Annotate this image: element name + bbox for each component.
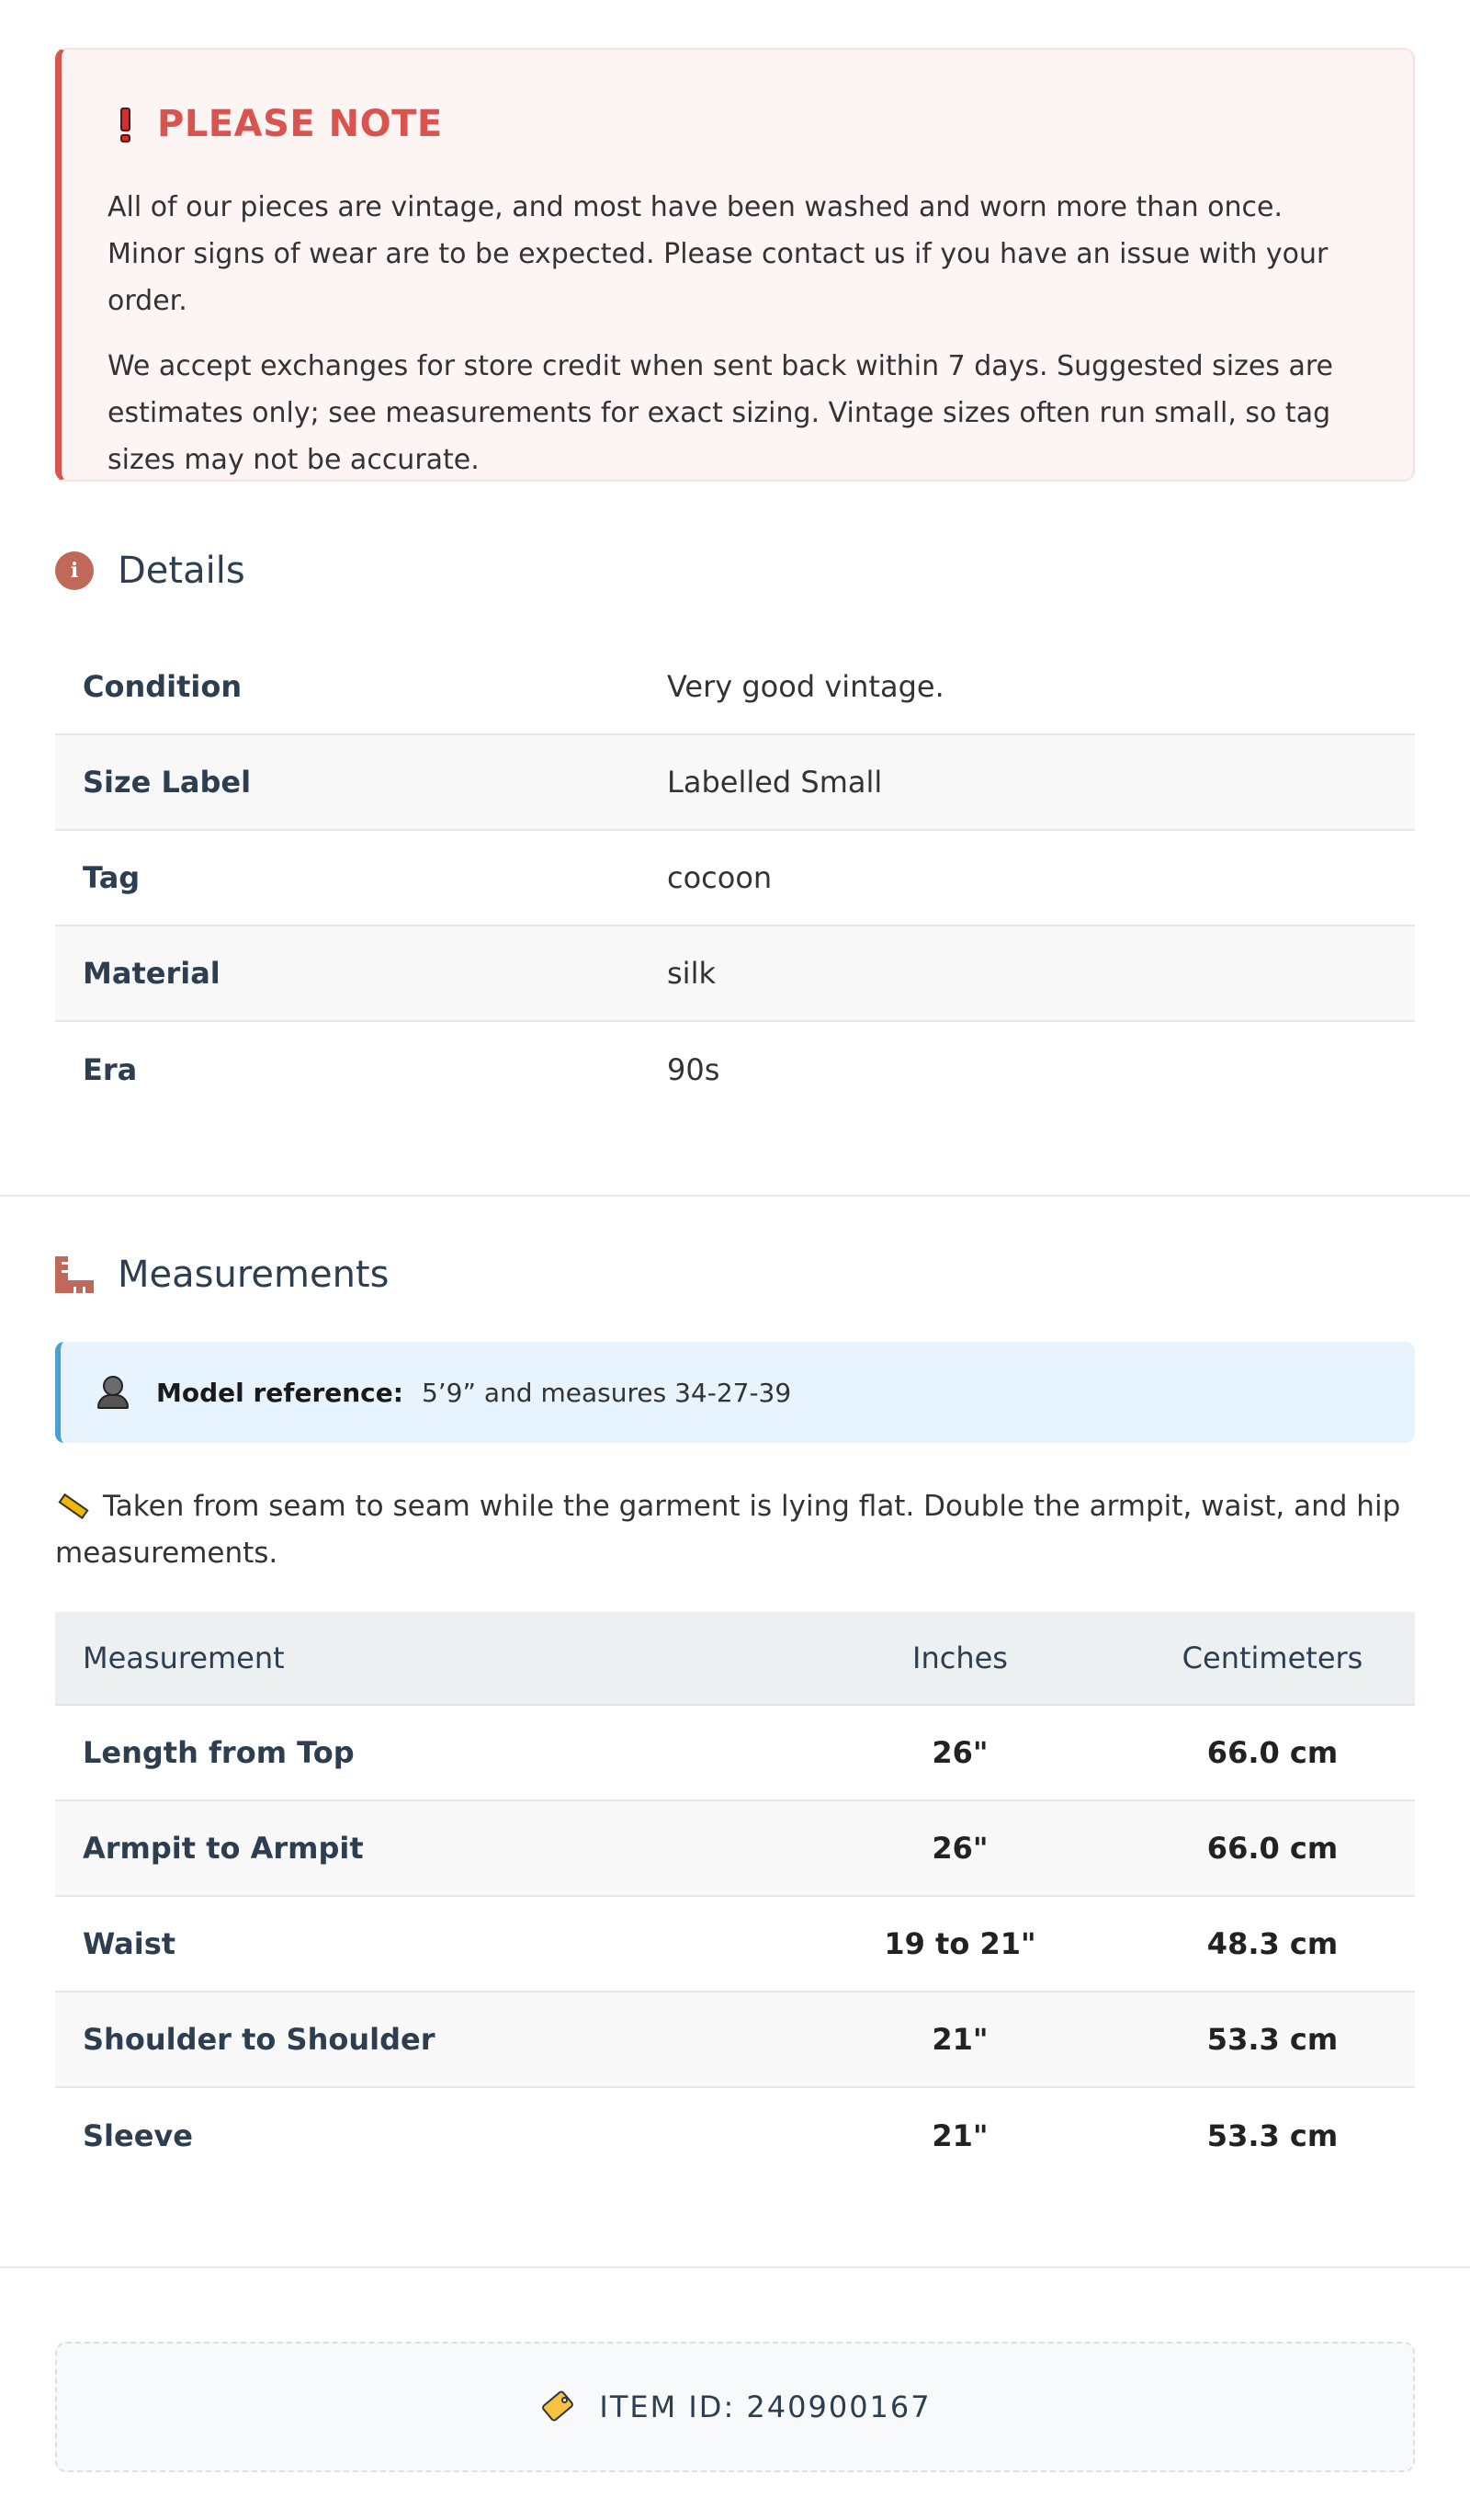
details-value: silk xyxy=(667,956,716,991)
table-row xyxy=(55,1992,1415,2088)
details-table xyxy=(55,640,1415,1118)
measurement-inches: 19 to 21" xyxy=(884,1926,1036,1961)
column-header-inches: Inches xyxy=(912,1640,1008,1675)
measurement-name: Length from Top xyxy=(83,1735,355,1770)
measurement-inches: 26" xyxy=(932,1831,989,1866)
measurement-cm: 48.3 cm xyxy=(1206,1926,1339,1961)
model-reference-box xyxy=(55,1342,1415,1443)
details-heading xyxy=(55,550,245,592)
notice-header xyxy=(107,101,1367,147)
measurement-cm: 66.0 cm xyxy=(1206,1735,1339,1770)
person-icon xyxy=(97,1376,129,1409)
measurements-title: Measurements xyxy=(118,1254,390,1296)
measurement-name: Waist xyxy=(83,1926,176,1961)
details-row-size-label xyxy=(55,735,1415,831)
table-row xyxy=(55,1801,1415,1897)
details-label: Tag xyxy=(83,860,141,895)
notice-paragraph-wear: All of our pieces are vintage, and most have been washed and worn more than once. Minor signs of wear are to be expected. Please contact us if you have an issue with your order. xyxy=(107,191,1329,317)
section-divider xyxy=(0,1195,1470,1197)
notice-title: PLEASE NOTE xyxy=(157,103,443,145)
table-row xyxy=(55,1706,1415,1801)
details-label: Material xyxy=(83,956,220,991)
measurement-name: Armpit to Armpit xyxy=(83,1831,364,1866)
measurements-table-header xyxy=(55,1612,1415,1706)
details-row-tag xyxy=(55,831,1415,926)
table-row xyxy=(55,1897,1415,1992)
tag-icon xyxy=(538,2389,575,2425)
details-row-era xyxy=(55,1022,1415,1118)
ruler-icon xyxy=(55,1256,94,1293)
measurement-cm: 53.3 cm xyxy=(1206,2118,1339,2153)
measurements-table xyxy=(55,1612,1415,2184)
please-note-box xyxy=(55,48,1415,482)
model-reference-label: Model reference: xyxy=(156,1377,403,1408)
section-divider xyxy=(0,2266,1470,2268)
measurement-cm: 66.0 cm xyxy=(1206,1831,1339,1866)
pencil-icon xyxy=(55,1495,90,1517)
model-reference-value: 5’9” and measures 34-27-39 xyxy=(421,1377,792,1408)
measurement-note-text: Taken from seam to seam while the garment is lying flat. Double the armpit, waist, and hip measurements. xyxy=(55,1490,1401,1570)
measurement-name: Sleeve xyxy=(83,2118,193,2153)
measurement-inches: 21" xyxy=(932,2118,989,2153)
notice-paragraph-exchanges: We accept exchanges for store credit when sent back within 7 days. Suggested sizes are estimates only; see measurements for exact sizing. Vintage sizes often run small, so tag sizes may not be accurate. xyxy=(107,350,1334,476)
column-header-centimeters: Centimeters xyxy=(1182,1640,1363,1675)
measurement-note xyxy=(55,1483,1415,1577)
details-row-condition xyxy=(55,640,1415,735)
details-row-material xyxy=(55,926,1415,1022)
column-header-measurement: Measurement xyxy=(83,1640,285,1675)
table-row xyxy=(55,2088,1415,2184)
measurements-table-body xyxy=(55,1706,1415,2184)
measurement-name: Shoulder to Shoulder xyxy=(83,2022,435,2057)
measurements-heading xyxy=(55,1254,389,1296)
details-value: Very good vintage. xyxy=(667,669,944,704)
details-label: Condition xyxy=(83,669,243,704)
details-value: 90s xyxy=(667,1052,720,1087)
measurement-inches: 21" xyxy=(932,2022,989,2057)
measurement-inches: 26" xyxy=(932,1735,989,1770)
details-value: Labelled Small xyxy=(667,765,883,800)
exclamation-icon xyxy=(115,106,135,142)
details-value: cocoon xyxy=(667,860,773,895)
details-title: Details xyxy=(118,550,245,592)
details-label: Era xyxy=(83,1052,138,1087)
item-id: ITEM ID: 240900167 xyxy=(599,2389,932,2424)
details-label: Size Label xyxy=(83,765,252,800)
info-icon: i xyxy=(55,551,94,590)
item-id-box xyxy=(55,2342,1415,2472)
measurement-cm: 53.3 cm xyxy=(1206,2022,1339,2057)
